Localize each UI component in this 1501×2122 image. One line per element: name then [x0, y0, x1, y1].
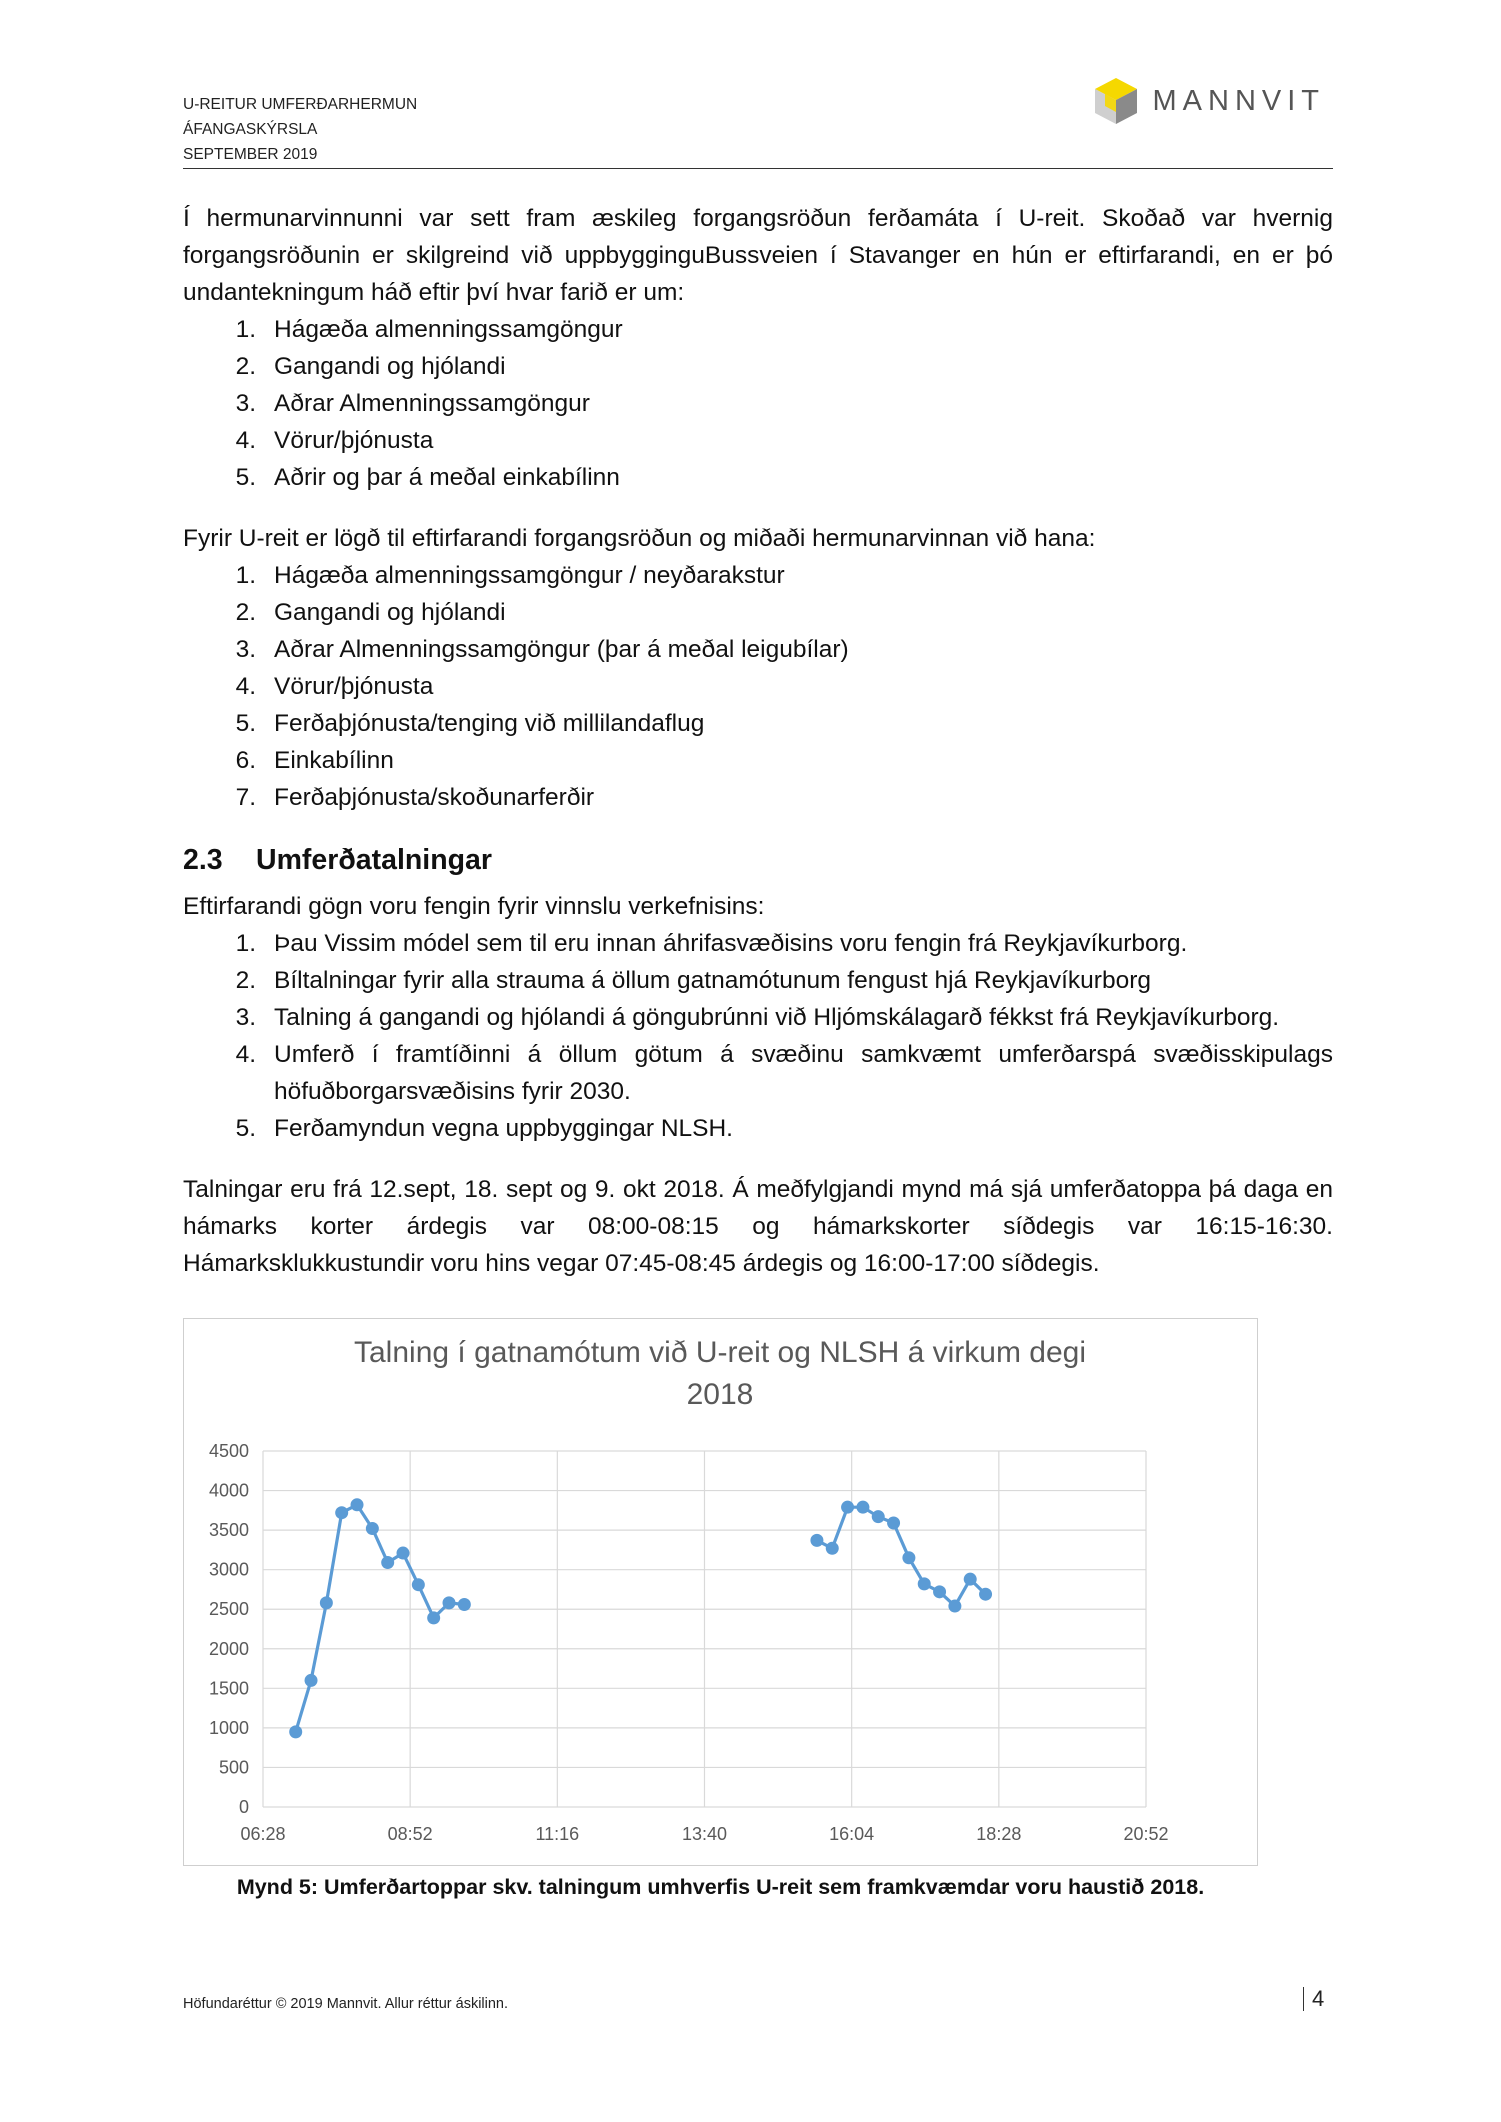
- priority-list-bussveien-item: [183, 385, 1333, 422]
- data-point: [856, 1501, 869, 1514]
- data-point: [826, 1542, 839, 1555]
- data-point: [810, 1534, 823, 1547]
- x-tick-label: 06:28: [240, 1824, 286, 1844]
- traffic-chart: [183, 1318, 1258, 1866]
- y-tick-label: 0: [238, 1797, 249, 1817]
- data-source-item-number: 4.: [235, 1041, 256, 1068]
- page-number: 4: [1303, 1987, 1324, 2011]
- y-tick-label: 2000: [208, 1638, 249, 1659]
- chart-title-year: 2018: [686, 1378, 754, 1411]
- data-point: [458, 1598, 471, 1611]
- priority-list-ureit-item-text: Aðrar Almenningssamgöngur (þar á meðal leigubílar): [274, 636, 849, 663]
- data-point: [305, 1674, 318, 1687]
- data-point: [366, 1522, 379, 1535]
- paragraph-ureit-priority: Fyrir U-reit er lögð til eftirfarandi forgangsröðun og miðaði hermunarvinnan við hana:: [183, 525, 1096, 552]
- y-tick-label: 4000: [208, 1480, 249, 1501]
- header-text: [183, 92, 417, 167]
- data-point: [841, 1501, 854, 1514]
- priority-list-bussveien-item-text: Vörur/þjónusta: [274, 427, 434, 454]
- data-point: [964, 1573, 977, 1586]
- priority-list-ureit-item-number: 7.: [235, 784, 256, 811]
- data-source-item: [183, 962, 1333, 999]
- data-sources-list: [183, 925, 1333, 1147]
- data-source-item: [183, 1036, 1333, 1110]
- data-source-item: [183, 925, 1333, 962]
- priority-list-ureit-item-number: 6.: [235, 747, 256, 774]
- priority-list-ureit-item-number: 2.: [235, 599, 256, 626]
- mannvit-cube-icon: [1093, 76, 1139, 126]
- y-tick-label: 1500: [208, 1678, 249, 1699]
- priority-list-ureit-item: [183, 668, 1333, 705]
- priority-list-bussveien-item-number: 3.: [235, 390, 256, 417]
- priority-list-bussveien-item: [183, 348, 1333, 385]
- data-source-item-text: Bíltalningar fyrir alla strauma á öllum gatnamótunum fengust hjá Reykjavíkurborg: [274, 967, 1151, 994]
- y-tick-label: 3500: [208, 1520, 249, 1541]
- data-source-item-number: 3.: [235, 1004, 256, 1031]
- priority-list-ureit-item-text: Einkabílinn: [274, 747, 394, 774]
- data-source-item: [183, 999, 1333, 1036]
- priority-list-ureit-item-number: 4.: [235, 673, 256, 700]
- priority-list-ureit-item-text: Ferðaþjónusta/tenging við millilandaflug: [274, 710, 705, 737]
- x-tick-label: 20:52: [1123, 1824, 1169, 1844]
- data-source-item-text: Umferð í framtíðinni á öllum götum á svæðinu samkvæmt umferðarspá svæðisskipulags höfuðborgarsvæðisins fyrir 2030.: [274, 1041, 1333, 1105]
- data-point: [427, 1611, 440, 1624]
- document-body: [183, 200, 1333, 1282]
- data-point: [933, 1585, 946, 1598]
- copyright-footer: Höfundaréttur © 2019 Mannvit. Allur réttur áskilinn.: [183, 1996, 509, 2012]
- priority-list-bussveien-item-number: 5.: [235, 464, 256, 491]
- priority-list-ureit-item-text: Gangandi og hjólandi: [274, 599, 506, 626]
- figure-caption: Mynd 5: Umferðartoppar skv. talningum umhverfis U-reit sem framkvæmdar voru haustið 2018.: [236, 1875, 1205, 1899]
- y-tick-label: 4500: [208, 1441, 249, 1461]
- header-line-report-type: ÁFANGASKÝRSLA: [183, 121, 318, 138]
- priority-list-bussveien: [183, 311, 1333, 496]
- section-title: Umferðatalningar: [256, 844, 492, 876]
- priority-list-ureit-item-number: 3.: [235, 636, 256, 663]
- priority-list-ureit-item-text: Vörur/þjónusta: [274, 673, 434, 700]
- priority-list-bussveien-item-number: 2.: [235, 353, 256, 380]
- x-tick-label: 16:04: [829, 1824, 875, 1844]
- priority-list-ureit-item: [183, 557, 1333, 594]
- data-point: [335, 1506, 348, 1519]
- priority-list-ureit-item-number: 1.: [235, 562, 256, 589]
- x-tick-label: 18:28: [976, 1824, 1022, 1844]
- data-point: [948, 1600, 961, 1613]
- priority-list-ureit-item-text: Hágæða almenningssamgöngur / neyðarakstur: [274, 562, 785, 589]
- priority-list-bussveien-item: [183, 422, 1333, 459]
- data-point: [289, 1725, 302, 1738]
- section-number: 2.3: [183, 844, 223, 876]
- x-tick-label: 13:40: [681, 1824, 728, 1844]
- page-header: [183, 84, 1333, 169]
- data-source-item-text: Ferðamyndun vegna uppbyggingar NLSH.: [274, 1115, 733, 1142]
- traffic-chart-svg: [184, 1319, 1256, 1864]
- y-tick-label: 1000: [208, 1717, 249, 1738]
- priority-list-bussveien-item: [183, 459, 1333, 496]
- data-point: [320, 1596, 333, 1609]
- y-tick-label: 2500: [208, 1599, 249, 1620]
- paragraph-data-sources: Eftirfarandi gögn voru fengin fyrir vinnslu verkefnisins:: [183, 893, 765, 920]
- data-point: [872, 1510, 885, 1523]
- x-tick-label: 11:16: [535, 1824, 580, 1844]
- data-point: [887, 1516, 900, 1529]
- priority-list-ureit-item: [183, 742, 1333, 779]
- priority-list-bussveien-item-number: 4.: [235, 427, 256, 454]
- chart-title: Talning í gatnamótum við U-reit og NLSH á virkum degi: [354, 1336, 1086, 1369]
- data-source-item-text: Talning á gangandi og hjólandi á göngubrúnni við Hljómskálagarð fékkst frá Reykjavíkurborg.: [274, 1004, 1280, 1031]
- data-source-item-number: 5.: [235, 1115, 256, 1142]
- priority-list-ureit-item: [183, 631, 1333, 668]
- data-source-item-number: 1.: [235, 930, 256, 957]
- priority-list-bussveien-item-text: Hágæða almenningssamgöngur: [274, 316, 623, 343]
- data-point: [979, 1588, 992, 1601]
- data-source-item-text: Þau Vissim módel sem til eru innan áhrifasvæðisins voru fengin frá Reykjavíkurborg.: [274, 930, 1188, 957]
- header-line-date: SEPTEMBER 2019: [183, 146, 318, 163]
- priority-list-ureit-item: [183, 594, 1333, 631]
- priority-list-ureit-item-number: 5.: [235, 710, 256, 737]
- priority-list-bussveien-item-number: 1.: [235, 316, 256, 343]
- data-point: [381, 1556, 394, 1569]
- data-point: [918, 1577, 931, 1590]
- priority-list-bussveien-item-text: Gangandi og hjólandi: [274, 353, 506, 380]
- data-source-item: [183, 1110, 1333, 1147]
- data-source-item-number: 2.: [235, 967, 256, 994]
- priority-list-ureit-item: [183, 705, 1333, 742]
- logo-wordmark: MANNVIT: [1152, 84, 1325, 117]
- series-line-2: [817, 1507, 986, 1606]
- priority-list-ureit: [183, 557, 1333, 816]
- intro-paragraph: Í hermunarvinnunni var sett fram æskileg forgangsröðun ferðamáta í U-reit. Skoðað var hvernig forgangsröðunin er skilgreind við uppbygginguBussveien í Stavanger en hún er eftirfarandi, en er þó undantekningum háð eftir því hvar farið er um:: [183, 205, 1333, 306]
- paragraph-counts: Talningar eru frá 12.sept, 18. sept og 9. okt 2018. Á meðfylgjandi mynd má sjá umferðatoppa þá daga en hámarks korter árdegis var 08:00-08:15 og hámarkskorter síðdegis var 16:15-16:30. Hámarksklukkustundir voru hins vegar 07:45-08:45 árdegis og 16:00-17:00 síðdegis.: [183, 1176, 1333, 1277]
- y-tick-label: 3000: [208, 1559, 249, 1580]
- data-point: [351, 1498, 364, 1511]
- priority-list-bussveien-item-text: Aðrir og þar á meðal einkabílinn: [274, 464, 620, 491]
- data-point: [902, 1551, 915, 1564]
- priority-list-ureit-item: [183, 779, 1333, 816]
- header-line-project: U-REITUR UMFERÐARHERMUN: [183, 96, 418, 113]
- data-point: [443, 1596, 456, 1609]
- priority-list-bussveien-item: [183, 311, 1333, 348]
- company-logo: [1093, 76, 1326, 126]
- y-tick-label: 500: [218, 1757, 249, 1778]
- section-heading: [183, 842, 1333, 878]
- priority-list-ureit-item-text: Ferðaþjónusta/skoðunarferðir: [274, 784, 595, 811]
- data-point: [397, 1547, 410, 1560]
- x-tick-label: 08:52: [387, 1824, 433, 1844]
- priority-list-bussveien-item-text: Aðrar Almenningssamgöngur: [274, 390, 590, 417]
- data-point: [412, 1578, 425, 1591]
